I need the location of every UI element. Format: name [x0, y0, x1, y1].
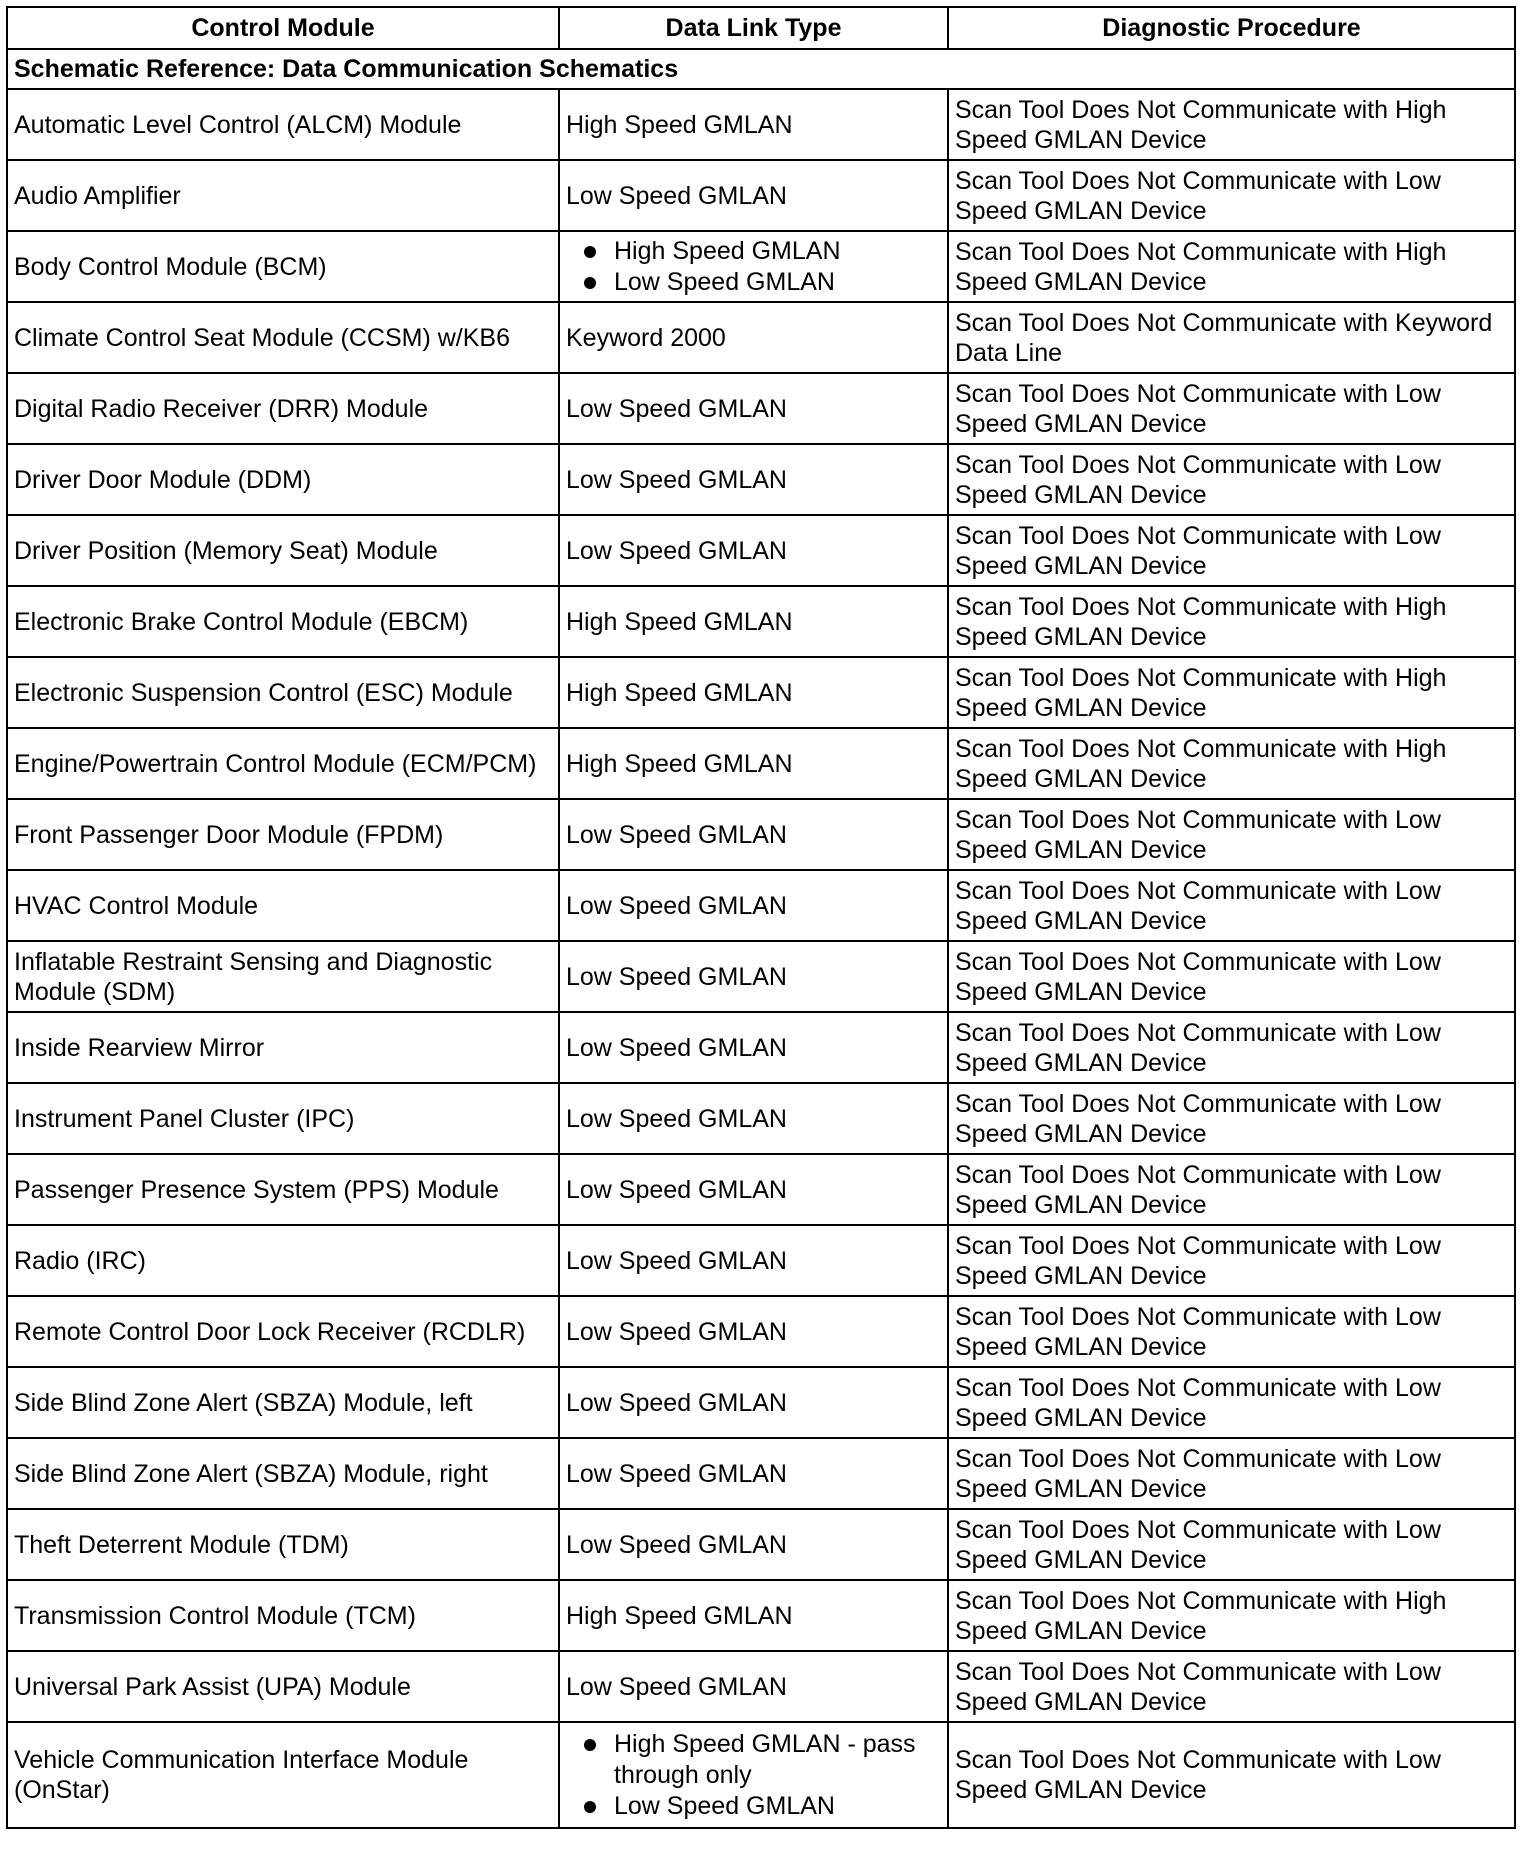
data-link-type-cell: Low Speed GMLAN: [559, 160, 948, 231]
control-module-cell: Transmission Control Module (TCM): [7, 1580, 559, 1651]
table-row: [7, 1012, 1515, 1083]
header-row: [7, 7, 1515, 49]
diagnostic-procedure-cell: Scan Tool Does Not Communicate with Low Speed GMLAN Device: [948, 1367, 1515, 1438]
data-link-type-cell: Keyword 2000: [559, 302, 948, 373]
control-module-cell: Driver Position (Memory Seat) Module: [7, 515, 559, 586]
table-row: [7, 444, 1515, 515]
data-link-type-cell: High Speed GMLAN: [559, 657, 948, 728]
control-module-cell: Theft Deterrent Module (TDM): [7, 1509, 559, 1580]
data-link-type-cell: Low Speed GMLAN: [559, 870, 948, 941]
control-module-cell: Inflatable Restraint Sensing and Diagnostic Module (SDM): [7, 941, 559, 1012]
header-data-link-type: Data Link Type: [559, 7, 948, 49]
table-row: [7, 302, 1515, 373]
schematic-reference-row: [7, 49, 1515, 89]
control-module-cell: Digital Radio Receiver (DRR) Module: [7, 373, 559, 444]
data-link-type-cell: Low Speed GMLAN: [559, 1509, 948, 1580]
data-link-type-cell: [559, 1722, 948, 1828]
data-link-type-cell: High Speed GMLAN: [559, 728, 948, 799]
data-link-list-item: High Speed GMLAN: [566, 236, 941, 267]
schematic-reference: Schematic Reference: Data Communication Schematics: [7, 49, 1515, 89]
diagnostic-procedure-cell: Scan Tool Does Not Communicate with Low Speed GMLAN Device: [948, 870, 1515, 941]
diagnostic-procedure-cell: Scan Tool Does Not Communicate with Keyword Data Line: [948, 302, 1515, 373]
data-link-list-item: Low Speed GMLAN: [566, 267, 941, 298]
control-module-cell: Universal Park Assist (UPA) Module: [7, 1651, 559, 1722]
diagnostic-procedure-cell: Scan Tool Does Not Communicate with Low Speed GMLAN Device: [948, 373, 1515, 444]
control-module-cell: HVAC Control Module: [7, 870, 559, 941]
header-diagnostic-procedure: Diagnostic Procedure: [948, 7, 1515, 49]
data-link-type-cell: Low Speed GMLAN: [559, 444, 948, 515]
control-module-cell: Audio Amplifier: [7, 160, 559, 231]
table-row: [7, 89, 1515, 160]
diagnostic-procedure-cell: Scan Tool Does Not Communicate with Low Speed GMLAN Device: [948, 1438, 1515, 1509]
data-link-list-item: Low Speed GMLAN: [566, 1791, 941, 1822]
diagnostic-procedure-cell: Scan Tool Does Not Communicate with Low Speed GMLAN Device: [948, 1083, 1515, 1154]
table-row: [7, 1367, 1515, 1438]
control-module-cell: Electronic Suspension Control (ESC) Module: [7, 657, 559, 728]
diagnostic-procedure-cell: Scan Tool Does Not Communicate with Low Speed GMLAN Device: [948, 799, 1515, 870]
table-row: [7, 373, 1515, 444]
control-module-cell: Automatic Level Control (ALCM) Module: [7, 89, 559, 160]
diagnostic-procedure-cell: Scan Tool Does Not Communicate with Low Speed GMLAN Device: [948, 1012, 1515, 1083]
data-link-type-cell: Low Speed GMLAN: [559, 1438, 948, 1509]
table-row: [7, 1438, 1515, 1509]
table-row: [7, 515, 1515, 586]
data-link-type-cell: Low Speed GMLAN: [559, 1012, 948, 1083]
data-link-table: [6, 6, 1516, 1829]
table-row: [7, 941, 1515, 1012]
diagnostic-procedure-cell: Scan Tool Does Not Communicate with Low Speed GMLAN Device: [948, 1651, 1515, 1722]
diagnostic-procedure-cell: Scan Tool Does Not Communicate with High Speed GMLAN Device: [948, 657, 1515, 728]
data-link-list: [566, 236, 941, 298]
table-row: [7, 1225, 1515, 1296]
diagnostic-procedure-cell: Scan Tool Does Not Communicate with High Speed GMLAN Device: [948, 89, 1515, 160]
table-row: [7, 1154, 1515, 1225]
diagnostic-procedure-cell: Scan Tool Does Not Communicate with High Speed GMLAN Device: [948, 586, 1515, 657]
table-row: [7, 1083, 1515, 1154]
data-link-type-cell: Low Speed GMLAN: [559, 1651, 948, 1722]
table-row: [7, 1722, 1515, 1828]
control-module-cell: Front Passenger Door Module (FPDM): [7, 799, 559, 870]
control-module-cell: Vehicle Communication Interface Module (OnStar): [7, 1722, 559, 1828]
control-module-cell: Electronic Brake Control Module (EBCM): [7, 586, 559, 657]
data-link-type-cell: [559, 231, 948, 302]
table-row: [7, 1580, 1515, 1651]
data-link-type-cell: Low Speed GMLAN: [559, 1083, 948, 1154]
table-row: [7, 799, 1515, 870]
table-row: [7, 657, 1515, 728]
control-module-cell: Climate Control Seat Module (CCSM) w/KB6: [7, 302, 559, 373]
table-row: [7, 1509, 1515, 1580]
data-link-type-cell: Low Speed GMLAN: [559, 1296, 948, 1367]
data-link-type-cell: High Speed GMLAN: [559, 586, 948, 657]
diagnostic-procedure-cell: Scan Tool Does Not Communicate with Low Speed GMLAN Device: [948, 1509, 1515, 1580]
data-link-type-cell: Low Speed GMLAN: [559, 1154, 948, 1225]
header-control-module: Control Module: [7, 7, 559, 49]
data-link-type-cell: Low Speed GMLAN: [559, 941, 948, 1012]
control-module-cell: Passenger Presence System (PPS) Module: [7, 1154, 559, 1225]
diagnostic-procedure-cell: Scan Tool Does Not Communicate with High Speed GMLAN Device: [948, 1580, 1515, 1651]
diagnostic-procedure-cell: Scan Tool Does Not Communicate with Low Speed GMLAN Device: [948, 1722, 1515, 1828]
control-module-cell: Instrument Panel Cluster (IPC): [7, 1083, 559, 1154]
data-link-list: [566, 1729, 941, 1822]
diagnostic-procedure-cell: Scan Tool Does Not Communicate with Low Speed GMLAN Device: [948, 1225, 1515, 1296]
data-link-type-cell: Low Speed GMLAN: [559, 515, 948, 586]
control-module-cell: Driver Door Module (DDM): [7, 444, 559, 515]
control-module-cell: Engine/Powertrain Control Module (ECM/PCM): [7, 728, 559, 799]
table-row: [7, 1651, 1515, 1722]
control-module-cell: Remote Control Door Lock Receiver (RCDLR): [7, 1296, 559, 1367]
control-module-cell: Side Blind Zone Alert (SBZA) Module, left: [7, 1367, 559, 1438]
control-module-cell: Side Blind Zone Alert (SBZA) Module, right: [7, 1438, 559, 1509]
diagnostic-procedure-cell: Scan Tool Does Not Communicate with Low Speed GMLAN Device: [948, 160, 1515, 231]
table-row: [7, 1296, 1515, 1367]
table-row: [7, 586, 1515, 657]
diagnostic-procedure-cell: Scan Tool Does Not Communicate with Low Speed GMLAN Device: [948, 515, 1515, 586]
diagnostic-procedure-cell: Scan Tool Does Not Communicate with Low Speed GMLAN Device: [948, 1296, 1515, 1367]
diagnostic-procedure-cell: Scan Tool Does Not Communicate with High Speed GMLAN Device: [948, 728, 1515, 799]
data-link-list-item: High Speed GMLAN - pass through only: [566, 1729, 941, 1791]
data-link-type-cell: Low Speed GMLAN: [559, 1367, 948, 1438]
control-module-cell: Inside Rearview Mirror: [7, 1012, 559, 1083]
data-link-type-cell: Low Speed GMLAN: [559, 1225, 948, 1296]
diagnostic-procedure-cell: Scan Tool Does Not Communicate with High Speed GMLAN Device: [948, 231, 1515, 302]
diagnostic-procedure-cell: Scan Tool Does Not Communicate with Low Speed GMLAN Device: [948, 444, 1515, 515]
table-row: [7, 870, 1515, 941]
table-row: [7, 231, 1515, 302]
data-link-type-cell: High Speed GMLAN: [559, 1580, 948, 1651]
table-row: [7, 728, 1515, 799]
data-link-type-cell: High Speed GMLAN: [559, 89, 948, 160]
control-module-cell: Radio (IRC): [7, 1225, 559, 1296]
data-link-type-cell: Low Speed GMLAN: [559, 799, 948, 870]
control-module-cell: Body Control Module (BCM): [7, 231, 559, 302]
table-row: [7, 160, 1515, 231]
diagnostic-procedure-cell: Scan Tool Does Not Communicate with Low Speed GMLAN Device: [948, 941, 1515, 1012]
diagnostic-procedure-cell: Scan Tool Does Not Communicate with Low Speed GMLAN Device: [948, 1154, 1515, 1225]
data-link-type-cell: Low Speed GMLAN: [559, 373, 948, 444]
